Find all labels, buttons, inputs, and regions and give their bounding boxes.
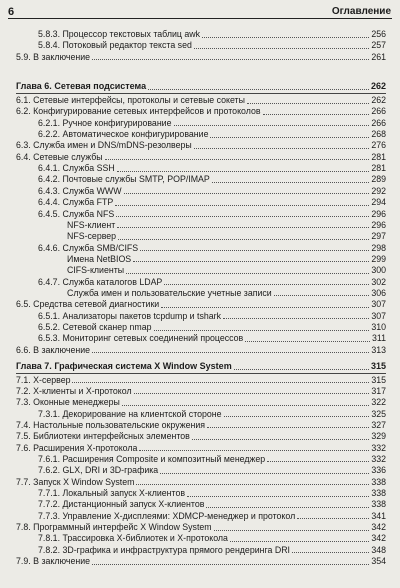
toc-entry-number: 6.4.6. [38,242,61,253]
toc-entry-title [38,511,295,522]
toc-entry [16,152,386,163]
toc-entry-title [67,265,124,276]
toc-entry [16,420,386,431]
toc-entry [67,220,386,231]
toc-entry-text: Процессор текстовых таблиц awk [62,29,201,39]
toc-entry-title [16,431,190,442]
toc-entry-page: 300 [371,265,386,276]
chapter-rule [16,93,386,94]
toc-entry-text: Программный интерфейс X Window System [33,522,212,533]
toc-entry-page: 315 [371,374,386,385]
toc-entry [16,375,386,386]
toc-entry-title [38,129,208,140]
toc-entry-page: 294 [371,197,386,208]
toc-entry [16,52,386,63]
dot-leader [274,295,370,296]
dot-leader [210,137,369,138]
toc-entry-page: 342 [371,533,386,544]
toc-entry [16,477,386,488]
toc-entry [38,454,386,465]
toc-entry-text: Управление X-дисплеями: XDMCP-менеджер и протокол [62,510,296,521]
toc-entry-title [38,322,152,333]
toc-entry-number: 6.4.2. [38,174,61,185]
toc-entry-page: 306 [371,287,386,298]
toc-entry-text: Средства сетевой диагностики [33,299,160,310]
dot-leader [206,507,369,508]
dot-leader [160,473,369,474]
dot-leader [202,37,369,38]
dot-leader [134,393,370,394]
page-number: 6 [8,6,15,18]
toc-entry-title [38,209,114,220]
toc-entry-page: 262 [370,81,386,91]
dot-leader [136,484,369,485]
toc-entry-text: Автоматическое конфигурирование [62,129,209,140]
toc-entry-number: 6.3. [16,140,31,151]
dot-leader [161,307,369,308]
dot-leader [212,182,370,183]
toc-entry-text: NFS-клиент [67,219,116,230]
toc-entry-text: Сетевые интерфейсы, протоколы и сетевые сокеты [33,95,245,105]
toc-entry [38,163,386,174]
toc-entry-number: 7.4. [16,419,31,430]
toc-entry-page: 281 [371,163,386,174]
toc-entry-title [16,81,146,92]
toc-entry-page: 307 [371,310,386,321]
dot-leader [140,250,369,251]
toc-entry-page: 317 [371,385,386,396]
toc-entry-number: 6.1. [16,95,31,105]
dot-leader [92,59,369,60]
toc-entry-text: Служба каталогов LDAP [62,276,163,287]
toc-entry-page: 289 [371,174,386,185]
toc-entry-page: 329 [371,431,386,442]
toc-entry [38,243,386,254]
toc-entry-number: 7.3. [16,397,31,408]
toc-entry-text: Библиотеки интерфейсных элементов [33,431,190,442]
dot-leader [117,171,370,172]
running-title: Оглавление [331,6,391,17]
toc-entry-number: Глава 6. [16,81,52,91]
toc-entry-number: 7.7.1. [38,488,61,498]
toc-entry [38,174,386,185]
toc-entry-text: Декорирование на клиентской стороне [62,408,222,419]
toc-entry-page: 268 [371,129,386,140]
dot-leader [263,114,370,115]
toc-entry-page: 256 [371,29,386,39]
toc-entry-title [38,488,185,499]
toc-entry-text: Ручное конфигурирование [62,117,172,128]
toc-entry-text: Сетевой сканер nmap [62,322,152,332]
dot-leader [72,382,369,383]
toc-entry-page: 336 [371,465,386,476]
toc-entry-number: 6.4.5. [38,208,61,219]
toc-entry-page: 325 [371,408,386,419]
toc-entry-title [38,243,138,254]
dot-leader [92,352,369,353]
toc-entry-text: Служба SSH [62,163,115,174]
toc-entry-page: 298 [371,242,386,253]
toc-entry-text: Графическая система X Window System [54,361,232,371]
dot-leader [92,564,369,565]
dot-leader [117,227,369,228]
toc-entry-text: Служба WWW [62,185,122,196]
toc-entry [38,499,386,510]
toc-entry-title [16,152,103,163]
toc-entry [38,533,386,544]
toc-entry-title [38,499,204,510]
toc-entry-title [16,522,212,533]
toc-entry-page: 266 [371,106,386,117]
toc-entry-number: 7.6.1. [38,453,61,464]
toc-entry-number: 6.5.1. [38,310,61,321]
toc-entry-number: 7.6. [16,442,31,453]
dot-leader [115,205,369,206]
toc-entry-page: 338 [371,488,386,498]
toc-entry-number: 7.8.2. [38,544,61,555]
toc-entry-page: 315 [370,361,386,371]
toc-entry [16,140,386,151]
toc-entry-text: Анализаторы пакетов tcpdump и tshark [62,310,221,321]
toc-entry-text: В заключение [33,344,91,355]
toc-entry [38,209,386,220]
toc-entry [38,40,386,51]
toc-entry-title [16,95,245,106]
dot-leader [247,103,369,104]
toc-entry-text: В заключение [33,51,91,62]
toc-entry-page: 332 [371,453,386,464]
toc-entry [38,545,386,556]
toc-entry [16,522,386,533]
toc-entry-title [38,197,113,208]
toc-entry-title [38,118,172,129]
toc-entry-page: 322 [371,397,386,408]
toc-entry-page: 276 [371,140,386,151]
toc-entry-page: 332 [371,442,386,453]
toc-entry-page: 302 [371,276,386,287]
dot-leader [292,552,369,553]
toc-entry-page: 297 [371,231,386,242]
toc-entry [38,29,386,40]
toc-entry-title [38,163,115,174]
toc-entry [38,277,386,288]
toc-entry-number: 6.4.4. [38,197,61,208]
toc-entry-page: 311 [371,333,386,344]
toc-entry-number: 6.5.3. [38,333,61,344]
toc-entry [16,386,386,397]
toc-entry-title [16,375,70,386]
toc-entry-number: 7.8. [16,522,31,533]
toc-entry-title [16,556,90,567]
toc-entry-number: 7.9. [16,556,31,567]
toc-entry-page: 307 [371,299,386,310]
toc-entry-text: Оконные менеджеры [33,397,120,408]
dot-leader [105,159,370,160]
toc-entry-title [67,288,272,299]
toc-entry [16,95,386,106]
toc-entry [16,106,386,117]
toc-entry-page: 342 [371,522,386,533]
toc-entry-text: Служба FTP [62,197,114,208]
toc-entry-number: 6.4. [16,151,31,162]
toc-entry [67,254,386,265]
toc-entry-number: 7.2. [16,385,31,396]
dot-leader [116,216,369,217]
toc-entry [38,488,386,499]
toc-entry-text: Имена NetBIOS [67,253,132,264]
dot-leader [214,530,370,531]
dot-leader [194,148,370,149]
dot-leader [164,284,369,285]
toc-entry-text: Конфигурирование сетевых интерфейсов и протоколов [33,106,261,117]
toc-entry-text: Мониторинг сетевых соединений процессов [62,333,244,344]
toc-entry-page: 313 [371,344,386,355]
toc-entry-title [38,465,158,476]
toc-entry-title [16,106,261,117]
toc-entry-text: 3D-графика и инфраструктура прямого рендеринга DRI [62,544,290,555]
chapter-entry [16,361,386,372]
toc-entry-text: NFS-сервер [67,231,117,242]
toc-entry [16,345,386,356]
toc-entry-page: 310 [371,322,386,332]
toc-entry-number: 7.1. [16,374,31,385]
toc-entry-number: 6.5. [16,299,31,310]
toc-entry-text: Служба SMB/CIFS [62,242,139,253]
toc-entry [38,129,386,140]
toc-entry-number: 6.2.1. [38,117,61,128]
dot-leader [194,48,369,49]
toc-entry [67,265,386,276]
toc-entry-title [38,186,122,197]
toc-entry [16,443,386,454]
toc-entry-title [38,40,192,51]
toc-entry-title [16,299,159,310]
dot-leader [148,89,369,90]
toc-entry-number: 7.7.2. [38,499,61,510]
toc-entry-text: Трассировка X-библиотек и X-протокола [62,533,228,544]
toc-entry-title [38,174,210,185]
toc-entry [38,311,386,322]
toc-entry-text: Служба имен и DNS/mDNS-резолверы [33,140,192,151]
toc-entry-page: 262 [371,95,386,105]
toc-entry-number: 7.7.3. [38,510,61,521]
dot-leader [174,125,370,126]
toc-entry-page: 292 [371,185,386,196]
toc-entry-number: 7.7. [16,476,31,487]
toc-entry-number: 5.9. [16,51,31,62]
toc-entry-title [16,52,90,63]
toc-entry [38,322,386,333]
toc-entry-title [67,231,116,242]
toc-entry-page: 261 [371,51,386,62]
toc-entry-page: 338 [371,499,386,510]
toc-entry-text: Сетевая подсистема [54,81,147,91]
dot-leader [187,496,369,497]
toc-entry-title [16,420,205,431]
toc-entry-title [38,409,222,420]
dot-leader [139,450,369,451]
toc-entry-number: 7.5. [16,431,31,442]
toc-entry-title [38,533,228,544]
toc-entry-text: Запуск X Window System [33,476,135,487]
toc-entry [16,397,386,408]
toc-entry-title [16,477,134,488]
toc-entry-number: 6.2. [16,106,31,117]
toc-entry-number: 7.6.2. [38,465,61,476]
toc-entry-title [16,361,232,372]
dot-leader [192,439,369,440]
toc-entry [38,409,386,420]
toc-entry-title [16,443,137,454]
toc-entry-title [38,333,243,344]
dot-leader [267,461,369,462]
toc-entry-page: 266 [371,117,386,128]
toc-entry-title [38,277,162,288]
toc-entry [38,511,386,522]
toc-entry-number: 6.5.2. [38,322,61,332]
toc-entry-number: 6.4.7. [38,276,61,287]
dot-leader [224,416,370,417]
toc-entry [67,288,386,299]
toc-entry-text: Сетевые службы [33,151,103,162]
toc-entry-text: X-клиенты и X-протокол [33,385,132,396]
toc-entry-number: 6.6. [16,344,31,355]
toc-entry-number: 5.8.3. [38,29,61,39]
toc-entry [38,465,386,476]
toc-entry-number: 6.4.1. [38,163,61,174]
toc-entry-text: Потоковый редактор текста sed [62,40,192,51]
toc-entry-title [38,311,221,322]
toc-entry-page: 296 [371,208,386,219]
toc-entry-title [38,29,200,40]
toc-entry [38,333,386,344]
dot-leader [234,369,369,370]
toc-entry-text: Настольные пользовательские окружения [33,419,206,430]
toc-entry-text: Расширения X-протокола [33,442,138,453]
toc-entry-title [67,220,115,231]
toc-entry-title [38,545,290,556]
dot-leader [124,193,370,194]
toc-entry-text: Локальный запуск X-клиентов [62,488,186,498]
toc-entry-text: Служба имен и пользовательские учетные записи [67,287,272,298]
toc-entry-text: Дистанционный запуск X-клиентов [62,499,205,510]
toc-entry-title [16,397,120,408]
toc-entry-text: X-сервер [33,374,71,385]
toc-entry-page: 299 [371,253,386,264]
toc-entry-number: 7.3.1. [38,408,61,419]
toc-entry [16,556,386,567]
dot-leader [133,261,369,262]
dot-leader [122,405,369,406]
dot-leader [297,518,369,519]
toc-entry-text: CIFS-клиенты [67,265,125,276]
toc-entry-number: 6.4.3. [38,185,61,196]
toc-entry [38,118,386,129]
toc-entry-page: 257 [371,40,386,51]
dot-leader [126,273,369,274]
toc-entry-page: 341 [371,510,386,521]
toc-entry-page: 348 [371,544,386,555]
toc-entry-title [67,254,131,265]
dot-leader [230,541,369,542]
toc-entry-number: 7.8.1. [38,533,61,544]
toc-entry-number: 5.8.4. [38,40,61,51]
chapter-entry [16,81,386,92]
toc-entry-text: Служба NFS [62,208,115,219]
toc-entry-title [16,140,192,151]
toc-entry [38,186,386,197]
dot-leader [118,239,369,240]
toc-entry-text: В заключение [33,556,91,567]
toc-entry-number: Глава 7. [16,361,52,371]
toc-entry-title [16,386,132,397]
toc-entry-page: 338 [371,476,386,487]
toc-entry [16,299,386,310]
dot-leader [245,341,370,342]
toc-entry-page: 354 [371,556,386,567]
dot-leader [154,330,370,331]
dot-leader [207,427,369,428]
toc-entry-text: Почтовые службы SMTP, POP/IMAP [62,174,210,185]
toc-entry-page: 327 [371,419,386,430]
toc-entry-text: Расширения Composite и композитный менеджер [62,453,266,464]
toc-entry [16,431,386,442]
toc-entry-title [38,454,265,465]
toc-entry-text: GLX, DRI и 3D-графика [62,465,159,476]
dot-leader [223,318,369,319]
toc-entry-number: 6.2.2. [38,129,61,140]
toc-entry-title [16,345,90,356]
toc-entry [38,197,386,208]
toc-entry-page: 281 [371,151,386,162]
toc-entry [67,231,386,242]
toc-entry-page: 296 [371,219,386,230]
